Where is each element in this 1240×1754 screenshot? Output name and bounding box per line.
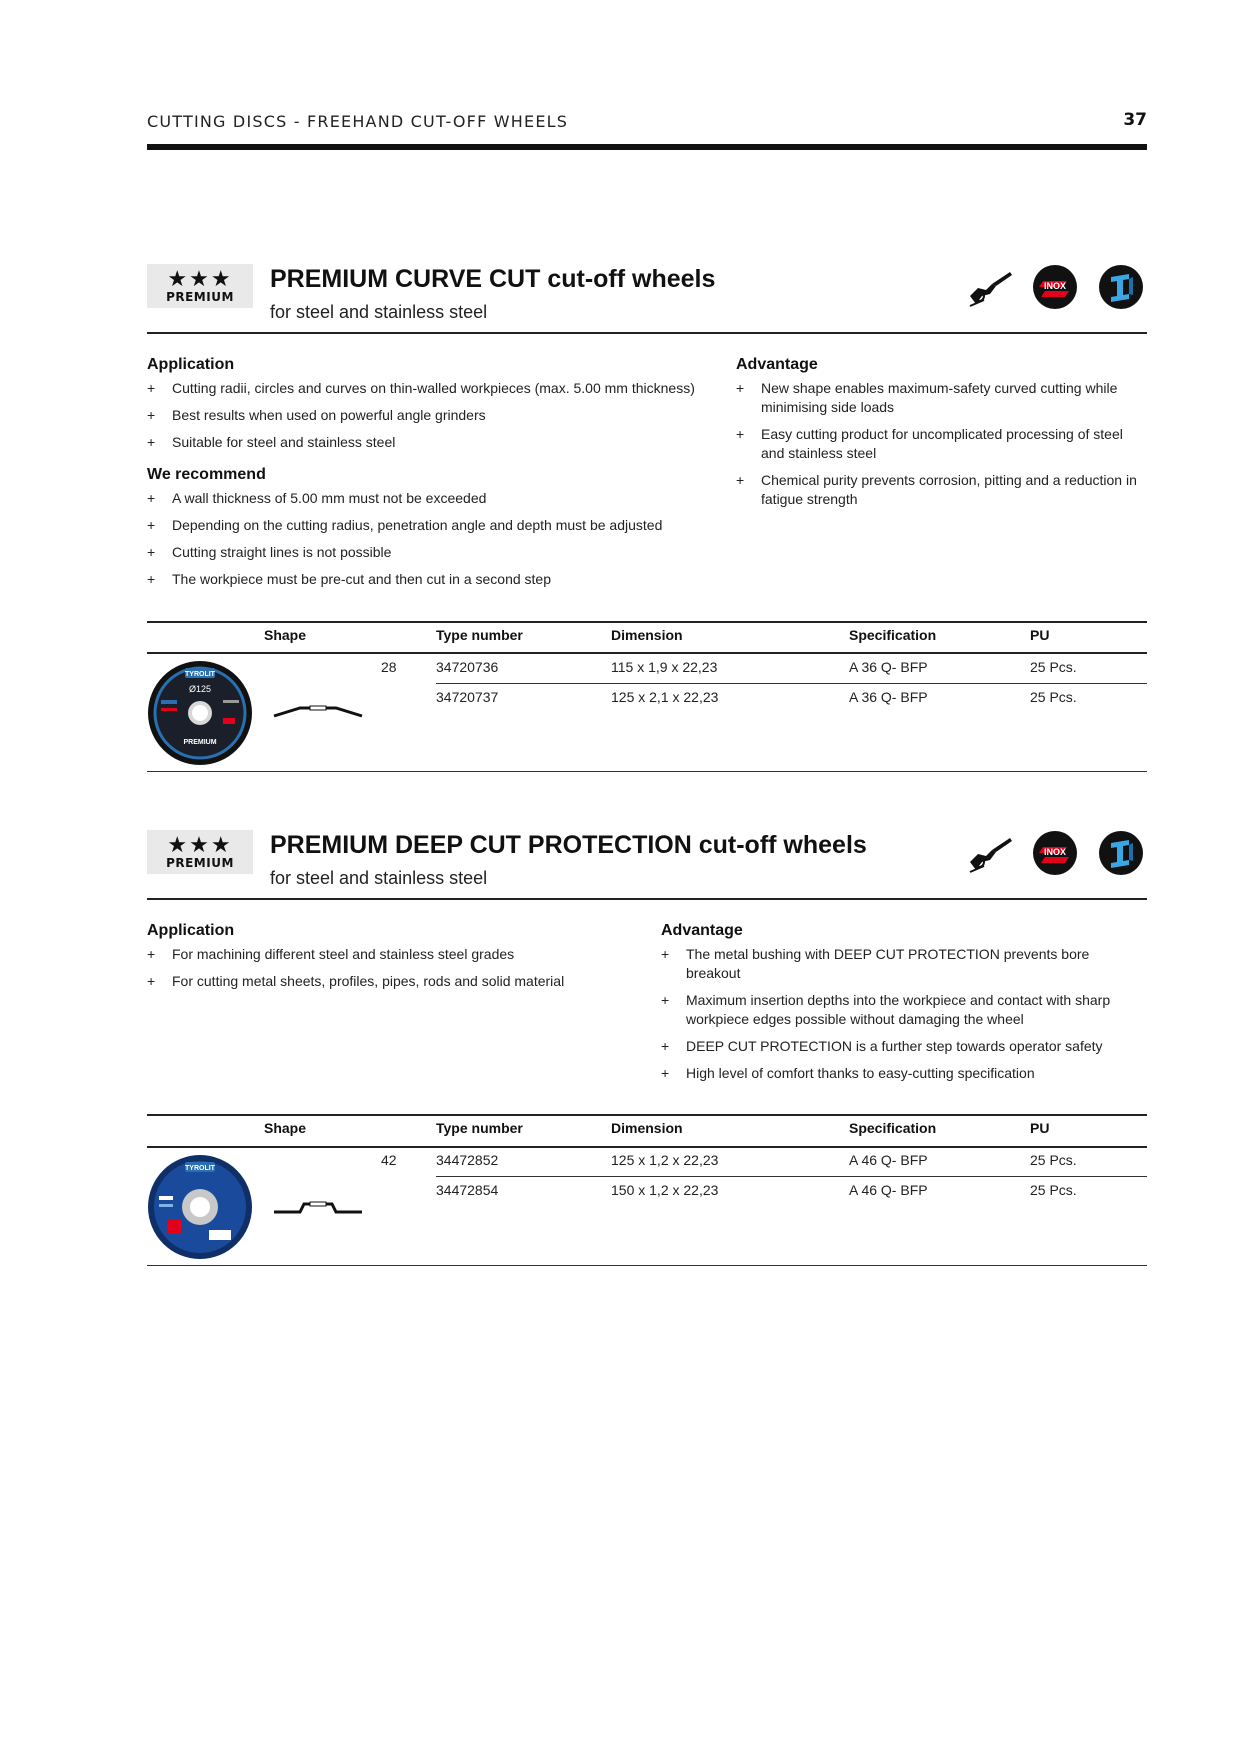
badge-label: PREMIUM (166, 289, 234, 304)
stars-icon: ★★★ (167, 831, 233, 857)
list-item: + The metal bushing with DEEP CUT PROTECTION prevents bore breakout (661, 945, 1146, 983)
header-shape: Shape (264, 1120, 307, 1136)
steel-profile-icon (1099, 831, 1143, 875)
application-heading: Application (147, 356, 235, 373)
inox-text: INOX (1043, 847, 1067, 857)
header-dimension: Dimension (611, 1120, 683, 1136)
page-header-title: CUTTING DISCS - FREEHAND CUT-OFF WHEELS (147, 112, 569, 131)
pu-cell: 25 Pcs. (1030, 689, 1077, 705)
list-item: + Cutting radii, circles and curves on thin-walled workpieces (max. 5.00 mm thickness) (147, 379, 727, 398)
type-number-cell: 34472854 (436, 1182, 499, 1198)
list-item: + Cutting straight lines is not possible (147, 543, 727, 562)
header-dimension: Dimension (611, 627, 683, 643)
inox-icon (1033, 265, 1077, 309)
stars-icon: ★★★ (167, 265, 233, 291)
table-bottom-rule (147, 771, 1147, 772)
list-item: + Easy cutting product for uncomplicated processing of steel and stainless steel (736, 425, 1146, 463)
row-divider (436, 1176, 1147, 1177)
product-subtitle: for steel and stainless steel (270, 868, 488, 888)
shape-number: 42 (381, 1152, 397, 1168)
pu-cell: 25 Pcs. (1030, 659, 1077, 675)
pu-cell: 25 Pcs. (1030, 1182, 1077, 1198)
list-item: + Maximum insertion depths into the workpiece and contact with sharp workpiece edges possible without damaging the wheel (661, 991, 1146, 1029)
type-number-cell: 34720736 (436, 659, 499, 675)
list-item: + DEEP CUT PROTECTION is a further step towards operator safety (661, 1037, 1146, 1056)
advantage-list (661, 945, 1146, 1091)
product-title: PREMIUM DEEP CUT PROTECTION cut-off wheels (270, 831, 867, 859)
specification-cell: A 46 Q- BFP (849, 1152, 928, 1168)
cut-off-wheel-image (147, 1154, 253, 1260)
advantage-heading: Advantage (736, 356, 818, 373)
advantage-list (736, 379, 1146, 517)
disc-brand-text: TYROLIT (185, 671, 215, 678)
recommend-list (147, 489, 727, 597)
specification-cell: A 36 Q- BFP (849, 659, 928, 675)
type-number-cell: 34720737 (436, 689, 499, 705)
advantage-heading: Advantage (661, 922, 743, 939)
header-pu: PU (1030, 1120, 1050, 1136)
list-item: + Chemical purity prevents corrosion, pitting and a reduction in fatigue strength (736, 471, 1146, 509)
dimension-cell: 115 x 1,9 x 22,23 (611, 659, 718, 675)
recommend-heading: We recommend (147, 466, 266, 483)
wheel-shape-profile-icon (272, 700, 364, 720)
header-specification: Specification (849, 1120, 937, 1136)
table-bottom-rule (147, 1265, 1147, 1266)
wheel-shape-profile-icon (272, 1196, 364, 1216)
specification-cell: A 46 Q- BFP (849, 1182, 928, 1198)
type-number-cell: 34472852 (436, 1152, 499, 1168)
header-specification: Specification (849, 627, 937, 643)
list-item: + Suitable for steel and stainless steel (147, 433, 727, 452)
angle-grinder-icon (966, 832, 1014, 876)
angle-grinder-icon (966, 266, 1014, 310)
application-list (147, 379, 727, 460)
application-list (147, 945, 647, 999)
header-shape: Shape (264, 627, 307, 643)
table-header-rule (147, 1146, 1147, 1148)
list-item: + A wall thickness of 5.00 mm must not be exceeded (147, 489, 727, 508)
header-type-number: Type number (436, 627, 523, 643)
list-item: + Best results when used on powerful angle grinders (147, 406, 727, 425)
section-rule (147, 332, 1147, 334)
list-item: + Depending on the cutting radius, penetration angle and depth must be adjusted (147, 516, 727, 535)
steel-profile-icon (1099, 265, 1143, 309)
header-pu: PU (1030, 627, 1050, 643)
list-item: + The workpiece must be pre-cut and then cut in a second step (147, 570, 727, 589)
page-number: 37 (1123, 110, 1147, 130)
dimension-cell: 150 x 1,2 x 22,23 (611, 1182, 719, 1198)
disc-name-text: PREMIUM (183, 739, 217, 746)
shape-number: 28 (381, 659, 397, 675)
badge-label: PREMIUM (166, 855, 234, 870)
cut-off-wheel-image (147, 660, 253, 766)
section-rule (147, 898, 1147, 900)
list-item: + New shape enables maximum-safety curved cutting while minimising side loads (736, 379, 1146, 417)
header-type-number: Type number (436, 1120, 523, 1136)
table-top-rule (147, 621, 1147, 623)
premium-badge (147, 830, 253, 874)
disc-size-text: Ø125 (188, 684, 212, 694)
table-top-rule (147, 1114, 1147, 1116)
list-item: + For machining different steel and stainless steel grades (147, 945, 647, 964)
product-subtitle: for steel and stainless steel (270, 302, 488, 322)
table-header-rule (147, 652, 1147, 654)
premium-badge (147, 264, 253, 308)
list-item: + For cutting metal sheets, profiles, pipes, rods and solid material (147, 972, 647, 991)
specification-cell: A 36 Q- BFP (849, 689, 928, 705)
pu-cell: 25 Pcs. (1030, 1152, 1077, 1168)
header-rule (147, 144, 1147, 150)
row-divider (436, 683, 1147, 684)
application-heading: Application (147, 922, 235, 939)
inox-text: INOX (1043, 281, 1067, 291)
dimension-cell: 125 x 1,2 x 22,23 (611, 1152, 719, 1168)
disc-brand-text: TYROLIT (185, 1165, 215, 1172)
product-title: PREMIUM CURVE CUT cut-off wheels (270, 265, 716, 293)
inox-icon (1033, 831, 1077, 875)
dimension-cell: 125 x 2,1 x 22,23 (611, 689, 719, 705)
list-item: + High level of comfort thanks to easy-cutting specification (661, 1064, 1146, 1083)
